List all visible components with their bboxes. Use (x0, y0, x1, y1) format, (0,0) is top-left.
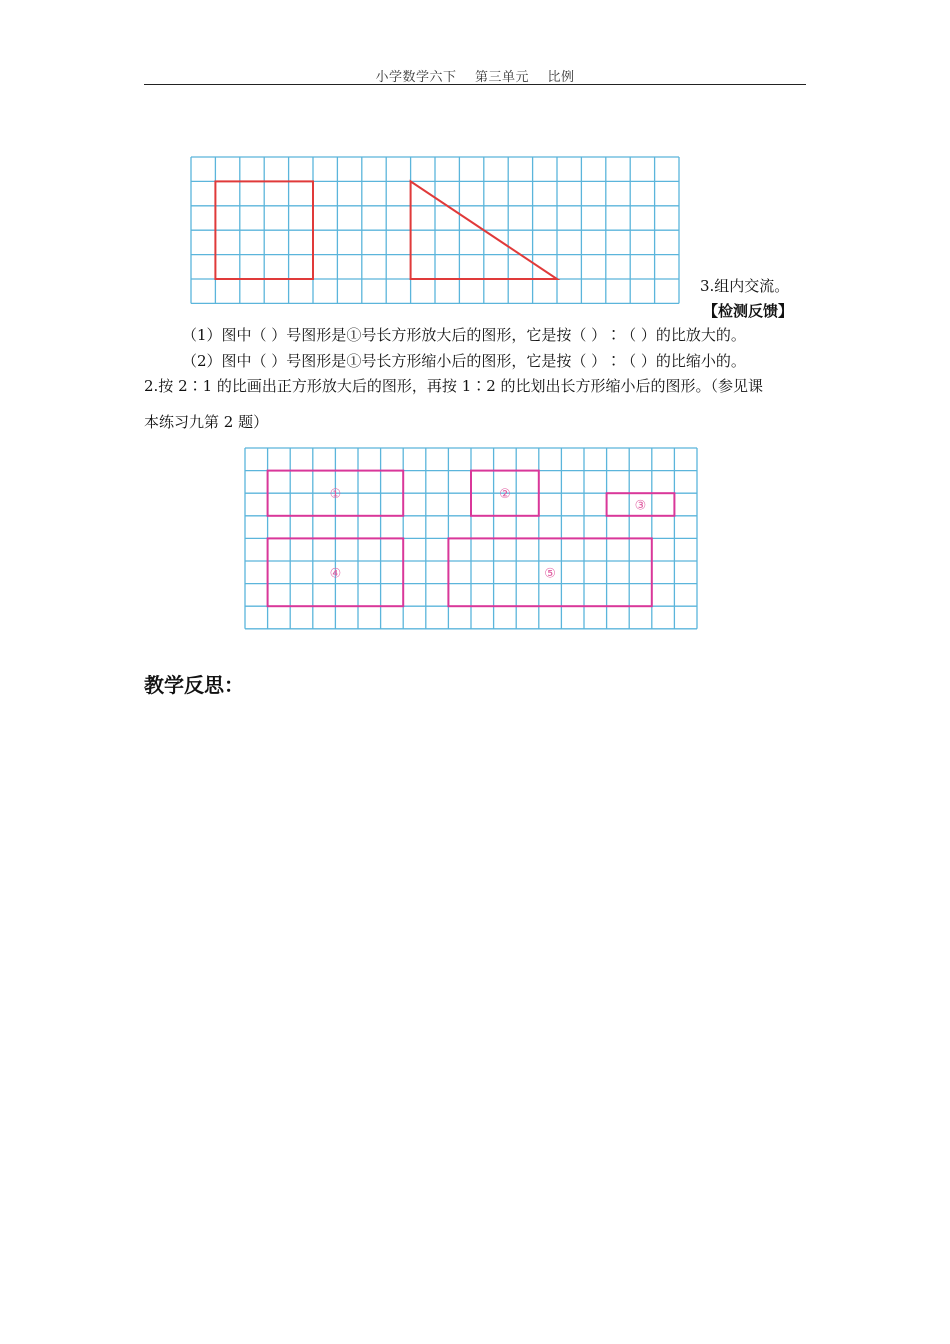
question-2: （2）图中（ ）号图形是①号长方形缩小后的图形，它是按（ ）∶（ ）的比缩小的。 (182, 352, 746, 370)
rectangle-4-label: ④ (329, 566, 342, 582)
feedback-heading: 【检测反馈】 (703, 302, 794, 320)
step-3-text: 3.组内交流。 (700, 277, 790, 295)
reflection-heading: 教学反思： (144, 673, 244, 697)
task-2-line-1: 2.按 2∶1 的比画出正方形放大后的图形，再按 1∶2 的比划出长方形缩小后的图形。（参见课 (144, 377, 764, 395)
task-2-line-2: 本练习九第 2 题） (144, 413, 269, 431)
rectangle-3-label: ③ (634, 498, 647, 514)
page-header: 小学数学六下 第三单元 比例 (375, 70, 575, 85)
rectangle-5-label: ⑤ (544, 566, 556, 582)
question-1: （1）图中（ ）号图形是①号长方形放大后的图形，它是按（ ）∶（ ）的比放大的。 (182, 326, 746, 344)
rectangle-1-label: ① (329, 487, 342, 503)
rectangle-2-label: ② (499, 487, 511, 503)
